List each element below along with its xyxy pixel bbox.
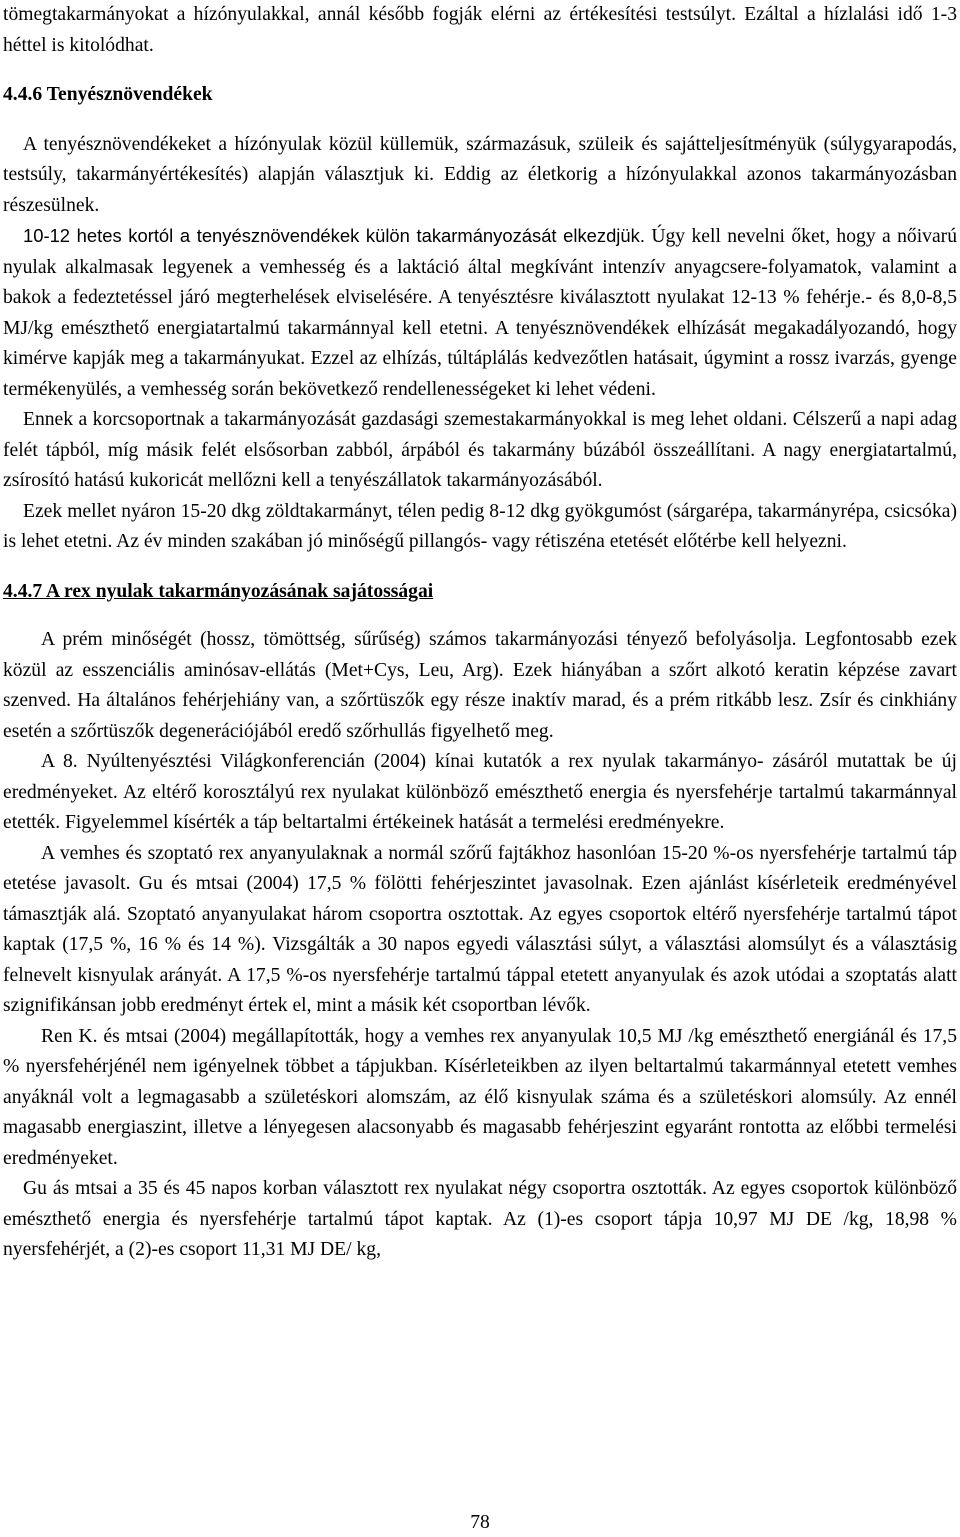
section-447-paragraph-3: A vemhes és szoptató rex anyanyulaknak a normál szőrű fajtákhoz hasonlóan 15-20 %-os nyersfehérje tartalmú táp etetése javasolt. Gu és mtsai (2004) 17,5 % fölötti fehérjeszintet javasolnak. Ezen ajánlást kísérleteik eredményével támasztják alá. Szoptató anyanyulakat három csoportra osztottak. Az egyes csoportok eltérő nyersfehérje tartalmú tápot kaptak (17,5 %, 16 % és 14 %). Vizsgálták a 30 napos egyedi választási súlyt, a választási alomsúlyt és a választásig felnevelt kisnyulak arányát. A 17,5 %-os nyersfehérje tartalmú táppal etetett anyanyulak és azok utódai a szoptatás alatt szignifikánsan jobb eredményt értek el, mint a másik két csoportban lévők. (3, 842, 957, 1016)
spacer (3, 607, 957, 625)
section-446-paragraph-2-sans: 10-12 hetes kortól a tenyésznövendékek külön takarmányozását elkezdjük. (23, 225, 645, 246)
page-number: 78 (470, 1512, 490, 1533)
section-446-paragraph-2-serif: Úgy kell nevelni őket, hogy a nőivarú nyulak alkalmasak legyenek a vemhesség és a laktáció által megkívánt intenzív anyagcsere-folyamatok, valamint a bakok a fedeztetéssel járó megterhelések elviselésére. A tenyésztésre kiválasztott nyulakat 12-13 % fehérje.- és 8,0-8,5 MJ/kg emészthető energiatartalmú takarmánnyal kell etetni. A tenyésznövendékek elhízását megakadályozandó, hogy kimérve kapják meg a takarmányukat. Ezzel az elhízás, túltáplálás kedvezőtlen hatásait, úgymint a rossz ivarzás, gyenge termékenyülés, a vemhesség során bekövetkező rendellenességeket ki lehet védeni. (3, 226, 957, 400)
section-447-paragraph-4: Ren K. és mtsai (2004) megállapították, hogy a vemhes rex anyanyulak 10,5 MJ /kg emészthető energiánál és 17,5 % nyersfehérjénél nem igényelnek többet a tápjukban. Kísérleteikben az ilyen beltartalmú takarmánnyal etetett vemhes anyáknál volt a legmagasabb a születéskori alomszám, az élő kisnyulak száma és a születéskori alomsúly. Az ennél magasabb energiaszint, illetve a lényegesen alacsonyabb és magasabb fehérjeszint egyaránt rontotta az előbbi termelési eredményeket. (3, 1025, 957, 1169)
section-446-heading: 4.4.6 Tenyésznövendékek (3, 84, 213, 105)
section-447-paragraph-1: A prém minőségét (hossz, tömöttség, sűrűség) számos takarmányozási tényező befolyásolja. Legfontosabb ezek közül az esszenciális aminósav-ellátás (Met+Cys, Leu, Arg). Ezek hiányában a szőrt alkotó keratin képzése zavart szenved. Ha általános fehérjehiány van, a szőrtüszők egy része inaktív marad, és a prém ritkább lesz. Zsír és cinkhiány esetén a szőrtüszők degenerációjából eredő szőrhullás figyelhető meg. (3, 629, 957, 742)
spacer (3, 61, 957, 80)
section-446-paragraph-1: A tenyésznövendékeket a hízónyulak közül küllemük, származásuk, szüleik és sajátteljesítményük (súlygyarapodás, testsúly, takarmányértékesítés) alapján választjuk ki. Eddig az életkorig a hízónyulakkal azonos takarmányozásban részesülnek. (3, 133, 957, 216)
section-446-paragraph-4: Ezek mellet nyáron 15-20 dkg zöldtakarmányt, télen pedig 8-12 dkg gyökgumóst (sárgarépa, takarmányrépa, csicsóka) is lehet etetni. Az év minden szakában jó minőségű pillangós- vagy rétiszéna etetését előtérbe kell helyezni. (3, 500, 957, 552)
section-447-paragraph-5: Gu ás mtsai a 35 és 45 napos korban választott rex nyulakat négy csoportra osztották. Az egyes csoportok különböző emészthető energia és nyersfehérje tartalmú tápot kaptak. Az (1)-es csoport tápja 10,97 MJ DE /kg, 18,98 % nyersfehérjét, a (2)-es csoport 11,31 MJ DE/ kg, (3, 1178, 957, 1260)
spacer (3, 558, 957, 577)
document-page (3, 0, 957, 1266)
spacer (3, 111, 957, 130)
intro-paragraph: tömegtakarmányokat a hízónyulakkal, annál később fogják elérni az értékesítési testsúlyt. Ezáltal a hízlalási idő 1-3 héttel is kitolódhat. (3, 4, 957, 56)
section-447-paragraph-2: A 8. Nyúltenyésztési Világkonferencián (2004) kínai kutatók a rex nyulak takarmányo- zásáról mutattak be új eredményeket. Az eltérő korosztályú rex nyulakat különböző emészthető energia és nyersfehérje tartalmú takarmánnyal etették. Figyelemmel kísérték a táp beltartalmi értékeinek hatását a termelési eredményekre. (3, 751, 957, 833)
section-446-paragraph-3: Ennek a korcsoportnak a takarmányozását gazdasági szemestakarmányokkal is meg lehet oldani. Célszerű a napi adag felét tápból, míg másik felét elsősorban zabból, árpából és takarmány búzából összeállítani. A nagy energiatartalmú, zsírosító hatású kukoricát mellőzni kell a tenyészállatok takarmányozásából. (3, 409, 957, 491)
section-446-paragraph-2 (3, 221, 957, 405)
section-447-heading: 4.4.7 A rex nyulak takarmányozásának sajátosságai (3, 580, 434, 602)
